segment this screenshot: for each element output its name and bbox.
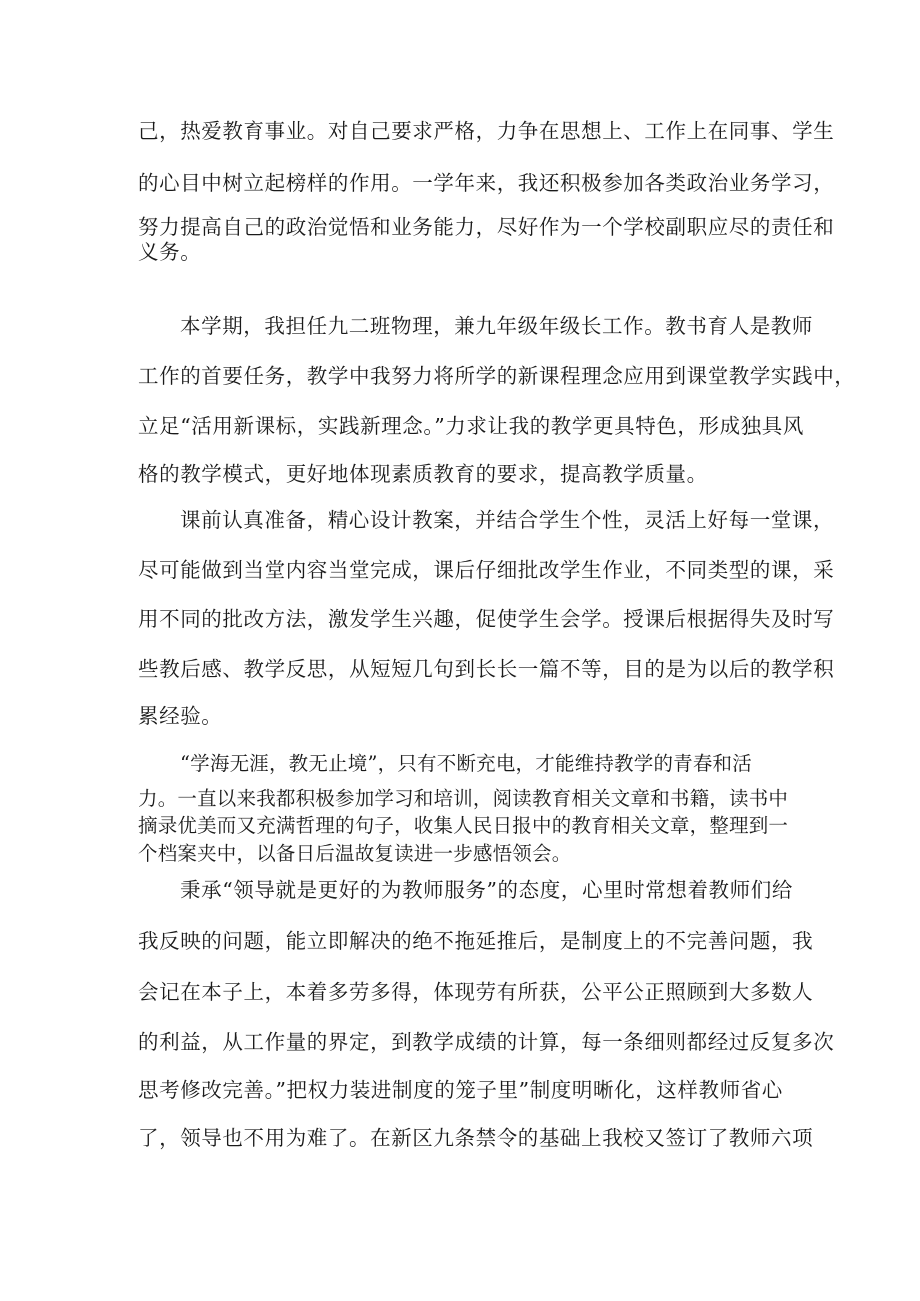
- text-line: 己，热爱教育事业。对自己要求严格，力争在思想上、工作上在同事、学生: [138, 119, 835, 143]
- text-line: 的利益，从工作量的界定，到教学成绩的计算，每一条细则都经过反复多次: [138, 1030, 835, 1054]
- text-line: 思考修改完善。”把权力装进制度的笼子里”制度明晰化，这样教师省心: [138, 1078, 783, 1102]
- text-line: 我反映的问题，能立即解决的绝不拖延推后，是制度上的不完善问题，我: [138, 929, 814, 953]
- text-line: 摘录优美而又充满哲理的句子，收集人民日报中的教育相关文章，整理到一: [138, 814, 789, 837]
- text-line: 累经验。: [138, 704, 223, 728]
- text-line: 课前认真准备，精心设计教案，并结合学生个性，灵活上好每一堂课，: [180, 508, 835, 532]
- text-line: “学海无涯，教无止境”，只有不断充电，才能维持教学的青春和活: [180, 752, 752, 775]
- text-line: 工作的首要任务，教学中我努力将所学的新课程理念应用到课堂教学实践中，: [138, 364, 856, 388]
- text-line: 格的教学模式，更好地体现素质教育的要求，提高教学质量。: [138, 462, 708, 486]
- text-line: 会记在本子上，本着多劳多得，体现劳有所获，公平公正照顾到大多数人: [138, 980, 814, 1004]
- text-line: 本学期，我担任九二班物理，兼九年级年级长工作。教书育人是教师: [180, 314, 813, 338]
- text-line: 努力提高自己的政治觉悟和业务能力，尽好作为一个学校副职应尽的责任和: [138, 215, 835, 239]
- text-line: 尽可能做到当堂内容当堂完成，课后仔细批改学生作业，不同类型的课，采: [138, 558, 835, 582]
- text-line: 立足“活用新课标，实践新理念。”力求让我的教学更具特色，形成独具风: [138, 414, 805, 438]
- text-line: 的心目中树立起榜样的作用。一学年来，我还积极参加各类政治业务学习，: [138, 171, 835, 195]
- text-line: 个档案夹中，以备日后温故复读进一步感悟领会。: [138, 842, 572, 865]
- text-line: 用不同的批改方法，激发学生兴趣，促使学生会学。授课后根据得失及时写: [138, 607, 835, 631]
- text-line: 力。一直以来我都积极参加学习和培训，阅读教育相关文章和书籍，读书中: [138, 787, 789, 810]
- text-line: 些教后感、教学反思，从短短几句到长长一篇不等，目的是为以后的教学积: [138, 657, 835, 681]
- text-line: 了，领导也不用为难了。在新区九条禁令的基础上我校又签订了教师六项: [138, 1126, 814, 1150]
- text-line: 义务。: [138, 240, 202, 264]
- text-line: 秉承“领导就是更好的为教师服务”的态度，心里时常想着教师们给: [180, 878, 793, 902]
